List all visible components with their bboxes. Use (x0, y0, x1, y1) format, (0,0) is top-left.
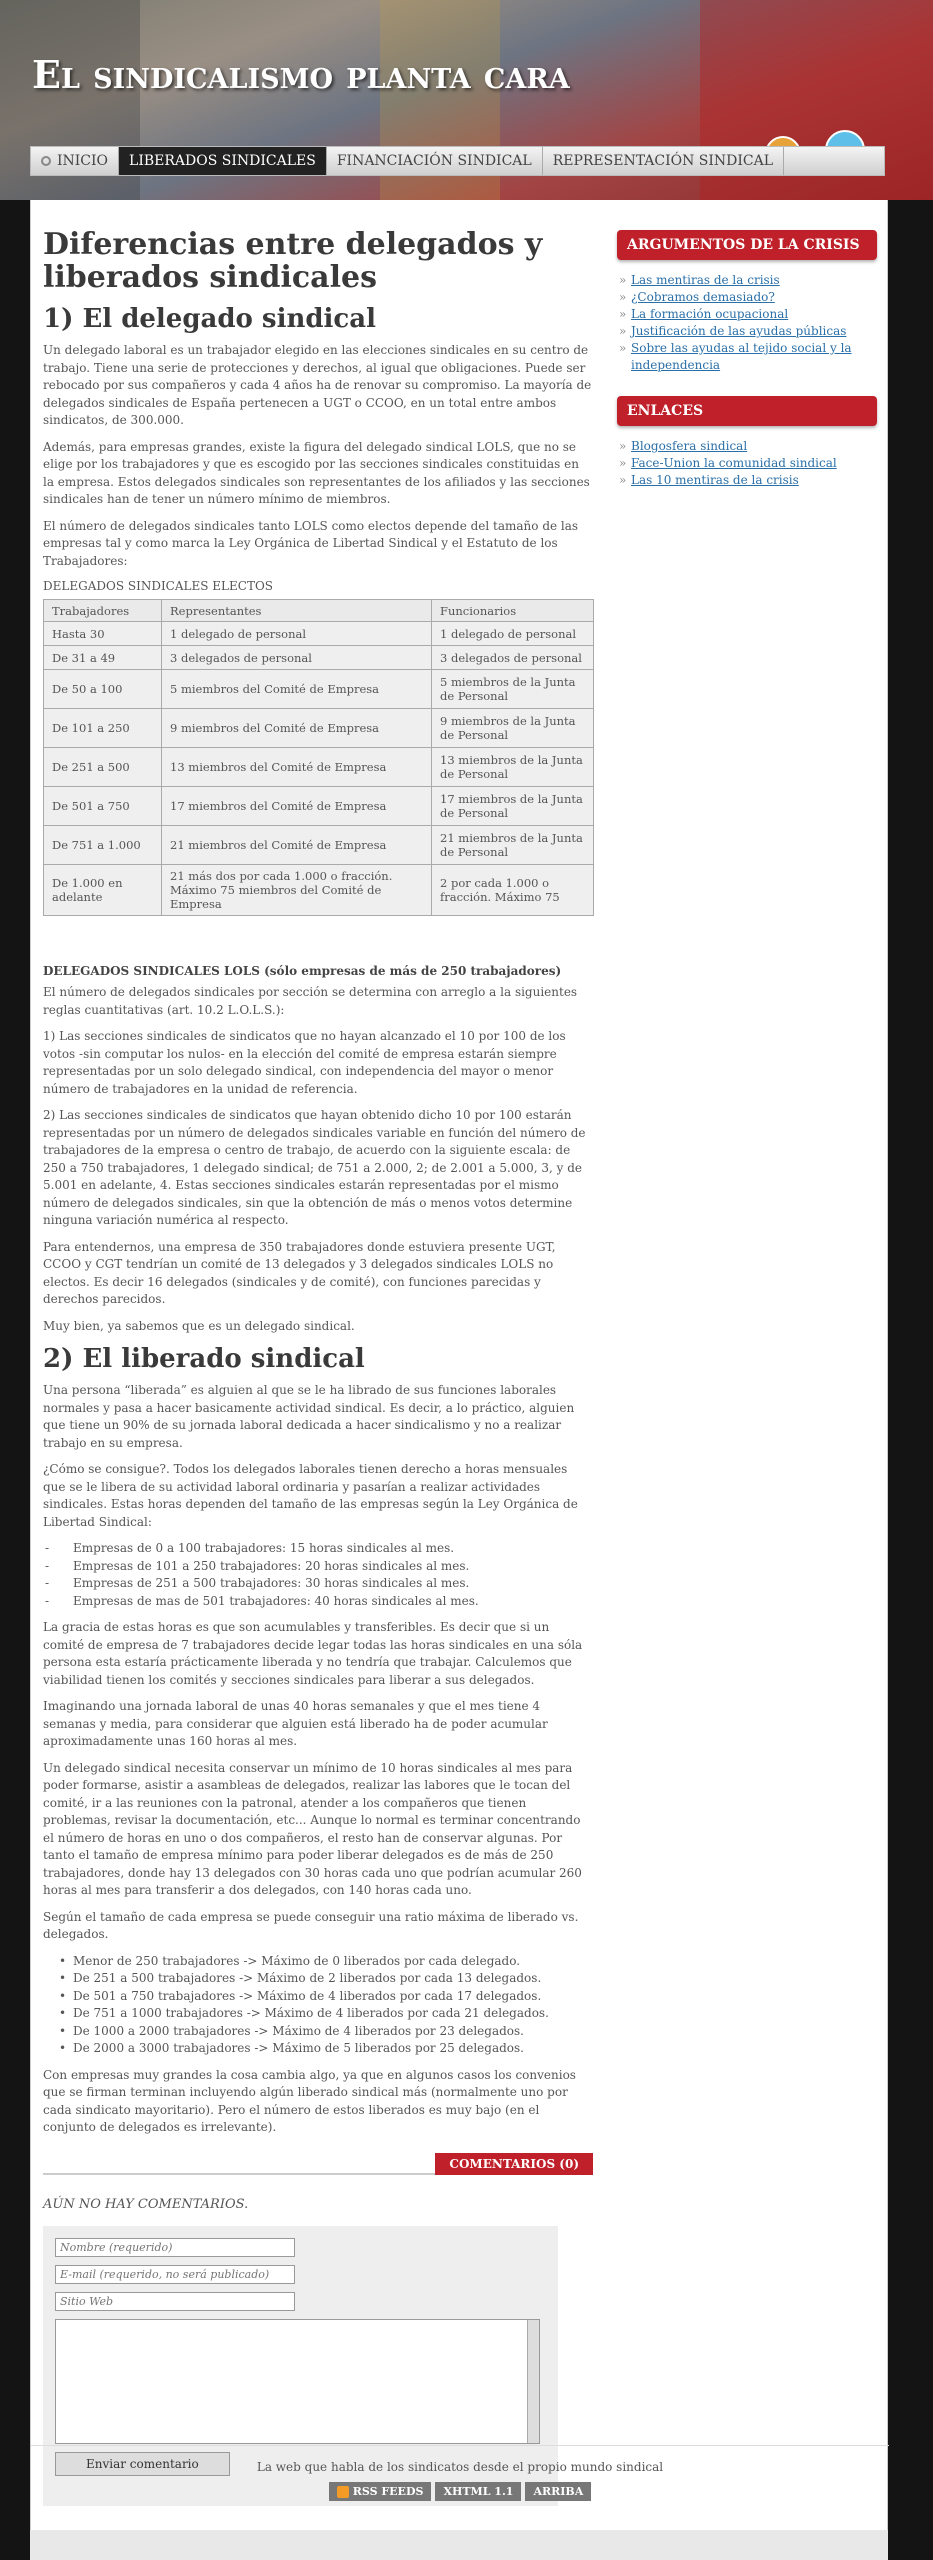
list-item: - Empresas de 0 a 100 trabajadores: 15 horas sindicales al mes. (43, 1540, 593, 1558)
table-row (44, 865, 594, 916)
sidebar-link[interactable] (617, 455, 877, 472)
sidebar-link[interactable] (617, 306, 877, 323)
table-caption: DELEGADOS SINDICALES ELECTOS (43, 579, 274, 593)
paragraph: Imaginando una jornada laboral de unas 40 horas semanales y que el mes tiene 4 semanas y media, para considerar que alguien está liberado ha de poder acumular aproximadamente unas 160 horas al mes. (43, 1699, 548, 1748)
button-label: RSS FEEDS (352, 2485, 424, 2498)
paragraph: Además, para empresas grandes, existe la figura del delegado sindical LOLS, que no se elige por los trabajadores y que es escogido por las secciones sindicales constituidas en la empresa. Estos delegados sindicales son representantes de los afiliados y las secciones sindicales han de tener un número mínimo de miembros. (43, 439, 590, 506)
table-cell: De 50 a 100 (44, 670, 162, 709)
website-field[interactable] (55, 2292, 295, 2311)
table-cell: 13 miembros de la Junta de Personal (432, 748, 594, 787)
table-cell: 5 miembros de la Junta de Personal (432, 670, 594, 709)
page-bottom-bar (30, 2530, 888, 2560)
widget-title: ARGUMENTOS DE LA CRISIS (617, 230, 877, 260)
table-header: Trabajadores (44, 600, 162, 622)
link-text[interactable]: Blogosfera sindical (631, 439, 748, 453)
link-text[interactable]: ¿Cobramos demasiado? (631, 290, 775, 304)
header-banner (0, 0, 933, 200)
table-cell: 5 miembros del Comité de Empresa (162, 670, 432, 709)
table-cell: 1 delegado de personal (162, 622, 432, 646)
table-cell: De 501 a 750 (44, 787, 162, 826)
sidebar-link[interactable] (617, 472, 877, 489)
crisis-widget (617, 230, 877, 374)
table-cell: 9 miembros del Comité de Empresa (162, 709, 432, 748)
hours-list (43, 1540, 593, 1610)
links-widget (617, 396, 877, 489)
site-title[interactable]: El sindicalismo planta cara (32, 52, 570, 97)
table-cell: 13 miembros del Comité de Empresa (162, 748, 432, 787)
no-comments-text: AÚN NO HAY COMENTARIOS. (43, 2196, 249, 2212)
paragraph: Un delegado laboral es un trabajador elegido en las elecciones sindicales en su centro de trabajo. Tiene una serie de protecciones y derechos, al igual que obligaciones. Puede ser rebocado por sus compañeros y cada 4 años ha de renovar su compromiso. La mayoría de delegados sindicales de España pertenecen a UGT o CCOO, en un total entre ambos sindicatos, de 300.000. (43, 343, 592, 427)
link-text[interactable]: Sobre las ayudas al tejido social y la independencia (631, 341, 852, 372)
footer (31, 2445, 889, 2501)
paragraph: 1) Las secciones sindicales de sindicatos que no hayan alcanzado el 10 por 100 de los votos -sin computar los nulos- en la elección del comité de empresa estarán siempre representadas por un solo delegado sindical, con independencia del mayor o menor número de trabajadores en la unidad de referencia. (43, 1029, 566, 1096)
main-nav (30, 146, 885, 176)
page-container (30, 200, 888, 2530)
list-item: • De 751 a 1000 trabajadores -> Máximo de 4 liberados por cada 21 delegados. (43, 2005, 593, 2023)
link-text[interactable]: La formación ocupacional (631, 307, 789, 321)
nav-label: INICIO (57, 153, 109, 169)
button-label: XHTML 1.1 (443, 2485, 514, 2498)
paragraph: ¿Cómo se consigue?. Todos los delegados laborales tienen derecho a horas mensuales que se le libera de su actividad laboral ordinaria y pasarían a realizar actividades sindicales. Estas horas dependen del tamaño de las empresas según la Ley Orgánica de Libertad Sindical: (43, 1462, 578, 1529)
rss-feeds-button[interactable] (329, 2482, 432, 2501)
paragraph: 2) Las secciones sindicales de sindicatos que hayan obtenido dicho 10 por 100 estarán representadas por un número de delegados sindicales variable en función del número de trabajadores de la empresa o centro de trabajo, de acuerdo con la siguiente escala: de 250 a 750 trabajadores, 1 delegado sindical; de 751 a 2.000, 2; de 2.001 a 5.000, 3, y de 5.001 en adelante, 4. Estas secciones sindicales estarán representadas por el mismo número de delegados sindicales, sin que la obtención de más o menos votos determine ninguna variación numérica al respecto. (43, 1108, 586, 1227)
xhtml-button[interactable] (435, 2482, 521, 2501)
table-cell: Hasta 30 (44, 622, 162, 646)
table-cell: 2 por cada 1.000 o fracción. Máximo 75 (432, 865, 594, 916)
sidebar-link[interactable] (617, 323, 877, 340)
rss-feed-icon (337, 2486, 349, 2498)
email-field[interactable] (55, 2265, 295, 2284)
table-cell: 21 miembros del Comité de Empresa (162, 826, 432, 865)
paragraph: La gracia de estas horas es que son acumulables y transferibles. Es decir que si un comité de empresa de 7 trabajadores decide legar todas las horas sindicales en una sóla persona esta estaría prácticamente liberada y no tendría que trabajar. Calculemos que viabilidad tienen los comités y secciones sindicales para liberar a sus delegados. (43, 1620, 583, 1687)
list-item: • Menor de 250 trabajadores -> Máximo de 0 liberados por cada delegado. (43, 1953, 593, 1971)
paragraph: Un delegado sindical necesita conservar un mínimo de 10 horas sindicales al mes para poder formarse, asistir a asambleas de delegados, realizar las labores que le tocan del comité, ir a las reuniones con la patronal, atender a los compañeros que tienen problemas, revisar la documentación, etc... Aunque lo normal es terminar concentrando el número de horas en uno o dos compañeros, el resto han de conservar algunas. Por tanto el tamaño de empresa mínimo para poder liberar delegados es de más de 250 trabajadores, donde hay 13 delegados con 30 horas cada uno que podrían acumular 260 horas al mes para transferir a dos delegados, con 140 horas cada uno. (43, 1760, 582, 1897)
ratio-list (43, 1953, 593, 2058)
paragraph: Para entendernos, una empresa de 350 trabajadores donde estuviera presente UGT, CCOO y CGT tendrían un comité de 13 delegados y 3 delegados sindicales LOLS no electos. Es decir 16 delegados (sindicales y de comité), con funciones parecidas y derechos parecidos. (43, 1239, 556, 1306)
post-content (43, 228, 593, 2506)
list-item: - Empresas de 251 a 500 trabajadores: 30 horas sindicales al mes. (43, 1575, 593, 1593)
table-cell: De 251 a 500 (44, 748, 162, 787)
table-row (44, 787, 594, 826)
table-cell: De 1.000 en adelante (44, 865, 162, 916)
paragraph: Una persona “liberada” es alguien al que se le ha librado de sus funciones laborales normales y pasa a hacer basicamente actividad sindical. Es decir, a lo práctico, alguien que tiene un 90% de su jornada laboral dedicada a hacer sindicalismo y no a realizar trabajo en su empresa. (43, 1383, 575, 1450)
paragraph: Muy bien, ya sabemos que es un delegado sindical. (43, 1318, 355, 1333)
comments-bar (43, 2153, 593, 2175)
sidebar-link[interactable] (617, 340, 877, 374)
nav-label: LIBERADOS SINDICALES (129, 153, 316, 169)
post-title[interactable]: Diferencias entre delegados y liberados sindicales (43, 227, 543, 295)
table-row (44, 622, 594, 646)
nav-item-representacion[interactable] (543, 147, 784, 175)
submit-comment-button[interactable]: Enviar comentario (55, 2452, 230, 2476)
table-row (44, 826, 594, 865)
table-row (44, 709, 594, 748)
paragraph: Con empresas muy grandes la cosa cambia algo, ya que en algunos casos los convenios que se firman terminan incluyendo algún liberado sindical más (normalmente uno por cada sindicato mayoritario). Pero el número de estos liberados es muy bajo (en el conjunto de delegados es irrelevante). (43, 2067, 576, 2134)
table-cell: De 31 a 49 (44, 646, 162, 670)
back-to-top-button[interactable] (525, 2482, 591, 2501)
nav-item-liberados[interactable] (119, 147, 327, 175)
nav-label: REPRESENTACIÓN SINDICAL (552, 153, 774, 169)
list-item: • De 251 a 500 trabajadores -> Máximo de 2 liberados por cada 13 delegados. (43, 1970, 593, 1988)
button-label: ARRIBA (533, 2485, 584, 2498)
table-cell: 17 miembros del Comité de Empresa (162, 787, 432, 826)
table-cell: 21 miembros de la Junta de Personal (432, 826, 594, 865)
table-row (44, 646, 594, 670)
nav-label: FINANCIACIÓN SINDICAL (336, 153, 532, 169)
link-text[interactable]: Face-Union la comunidad sindical (631, 456, 837, 470)
section-heading-delegado: 1) El delegado sindical (43, 304, 376, 334)
sidebar-link[interactable] (617, 438, 877, 455)
paragraph: El número de delegados sindicales por sección se determina con arreglo a la siguientes reglas cuantitativas (art. 10.2 L.O.L.S.): (43, 985, 578, 1017)
lols-heading: DELEGADOS SINDICALES LOLS (sólo empresas de más de 250 trabajadores) (43, 964, 562, 978)
table-cell: De 101 a 250 (44, 709, 162, 748)
table-cell: 1 delegado de personal (432, 622, 594, 646)
sidebar-link[interactable] (617, 272, 877, 289)
link-text[interactable]: Justificación de las ayudas públicas (631, 324, 847, 338)
sidebar (617, 230, 877, 511)
table-cell: 3 delegados de personal (162, 646, 432, 670)
link-text[interactable]: Las mentiras de la crisis (631, 273, 780, 287)
table-cell: 9 miembros de la Junta de Personal (432, 709, 594, 748)
table-cell: 3 delegados de personal (432, 646, 594, 670)
table-cell: De 751 a 1.000 (44, 826, 162, 865)
table-row (44, 748, 594, 787)
name-field[interactable] (55, 2238, 295, 2257)
comment-textarea[interactable] (55, 2319, 540, 2444)
table-row (44, 670, 594, 709)
link-text[interactable]: Las 10 mentiras de la crisis (631, 473, 799, 487)
footer-tagline: La web que habla de los sindicatos desde el propio mundo sindical (256, 2460, 664, 2474)
list-item: - Empresas de mas de 501 trabajadores: 40 horas sindicales al mes. (43, 1593, 593, 1611)
section-heading-liberado: 2) El liberado sindical (43, 1344, 365, 1374)
delegados-table (43, 599, 594, 916)
home-icon (41, 156, 51, 166)
list-item: • De 2000 a 3000 trabajadores -> Máximo de 5 liberados por 25 delegados. (43, 2040, 593, 2058)
nav-item-financiacion[interactable] (327, 147, 543, 175)
nav-item-inicio[interactable] (31, 147, 119, 175)
comments-count-tab[interactable]: COMENTARIOS (0) (435, 2153, 593, 2175)
footer-buttons (31, 2482, 889, 2501)
table-header: Representantes (162, 600, 432, 622)
widget-title: ENLACES (617, 396, 877, 426)
table-header: Funcionarios (432, 600, 594, 622)
list-item: • De 1000 a 2000 trabajadores -> Máximo de 4 liberados por 23 delegados. (43, 2023, 593, 2041)
table-cell: 21 más dos por cada 1.000 o fracción. Máximo 75 miembros del Comité de Empresa (162, 865, 432, 916)
paragraph: El número de delegados sindicales tanto LOLS como electos depende del tamaño de las empresas tal y como marca la Ley Orgánica de Libertad Sindical y el Estatuto de los Trabajadores: (43, 518, 579, 568)
sidebar-link[interactable] (617, 289, 877, 306)
list-item: • De 501 a 750 trabajadores -> Máximo de 4 liberados por cada 17 delegados. (43, 1988, 593, 2006)
textarea-scrollbar[interactable] (527, 2320, 539, 2443)
table-cell: 17 miembros de la Junta de Personal (432, 787, 594, 826)
paragraph: Según el tamaño de cada empresa se puede conseguir una ratio máxima de liberado vs. delegados. (43, 1909, 579, 1941)
list-item: - Empresas de 101 a 250 trabajadores: 20 horas sindicales al mes. (43, 1558, 593, 1576)
